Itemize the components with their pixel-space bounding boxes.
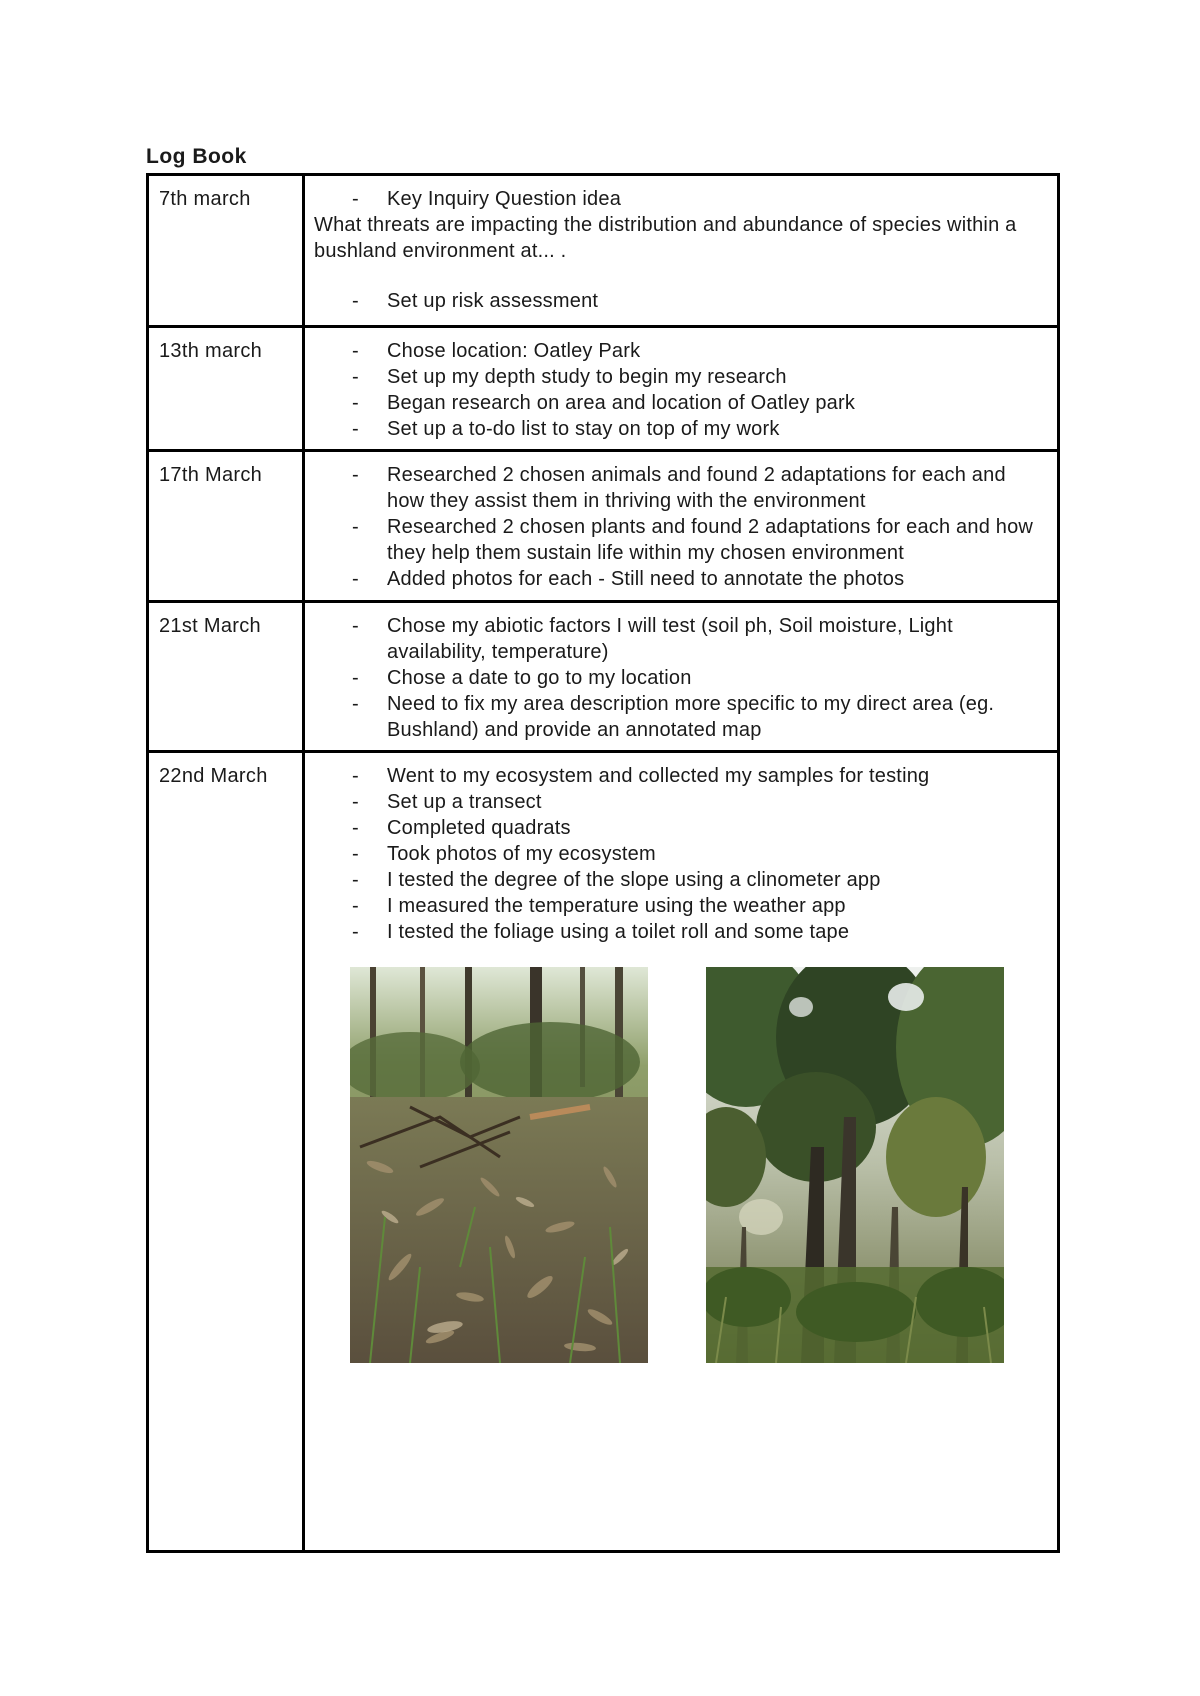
list-item: - Chose my abiotic factors I will test (soil ph, Soil moisture, Light availability, temperature) [314,613,1047,665]
photo-gallery [314,967,1047,1367]
log-row [148,451,1059,602]
entry-date: 22nd March [148,752,304,1552]
entry-content [304,451,1059,602]
entry-content [304,602,1059,752]
log-table [146,173,1060,1553]
list-item: - Need to fix my area description more specific to my direct area (eg. Bushland) and provide an annotated map [314,691,1047,743]
list-item: - Completed quadrats [314,815,1047,841]
log-row [148,752,1059,1552]
list-item: - Set up a transect [314,789,1047,815]
list-item: - Researched 2 chosen plants and found 2 adaptations for each and how they help them sustain life within my chosen environment [314,514,1047,566]
page-title: Log Book [146,145,247,168]
list-item: - I measured the temperature using the weather app [314,893,1047,919]
list-item: - I tested the foliage using a toilet roll and some tape [314,919,1047,945]
photo-tall-trees [706,967,1004,1363]
list-item: - Set up my depth study to begin my research [314,364,1047,390]
list-item: - Added photos for each - Still need to annotate the photos [314,566,1047,592]
entry-paragraph: What threats are impacting the distribution and abundance of species within a bushland environment at... . [314,214,1017,262]
list-item: - Chose a date to go to my location [314,665,1047,691]
entry-date: 7th march [148,175,304,327]
list-item: - Set up a to-do list to stay on top of my work [314,416,1047,442]
list-item: - Researched 2 chosen animals and found 2 adaptations for each and how they assist them in thriving with the environment [314,462,1047,514]
log-row [148,602,1059,752]
list-item: - Began research on area and location of Oatley park [314,390,1047,416]
entry-date: 13th march [148,327,304,451]
list-item: - I tested the degree of the slope using a clinometer app [314,867,1047,893]
log-row [148,327,1059,451]
entry-content [304,327,1059,451]
entry-date: 21st March [148,602,304,752]
entry-content [304,752,1059,1552]
log-row [148,175,1059,327]
list-item: - Went to my ecosystem and collected my samples for testing [314,763,1047,789]
entry-content [304,175,1059,327]
list-item: - Set up risk assessment [314,288,1047,314]
list-item: - Took photos of my ecosystem [314,841,1047,867]
list-item: - Key Inquiry Question idea [314,186,1047,212]
list-item: - Chose location: Oatley Park [314,338,1047,364]
photo-leaf-litter [350,967,648,1363]
entry-date: 17th March [148,451,304,602]
